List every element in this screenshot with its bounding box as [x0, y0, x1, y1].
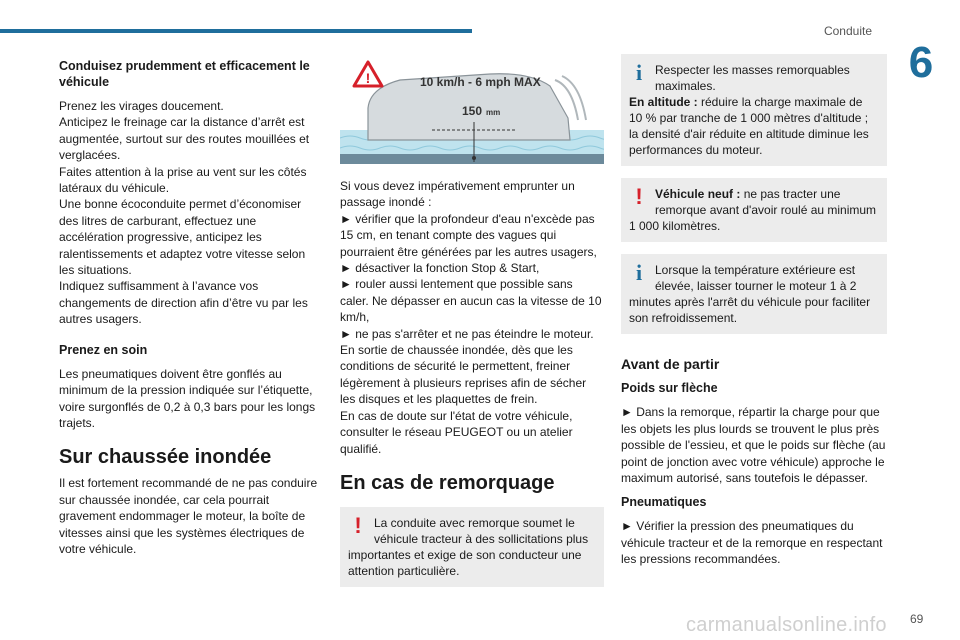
heading-tongue-weight: Poids sur flèche — [621, 381, 718, 396]
heading-drive: Conduisez prudemment et efficacement le véhicule — [59, 59, 310, 89]
instruction-line: En sortie de chaussée inondée, dès que les conditions de sécurité le permettent, freiner légèrement à plusieurs reprises afin de sécher les disques et les plaquettes de frein. — [340, 343, 587, 407]
drive-line: Une bonne écoconduite permet d’économiser des litres de carburant, effectuez une accélération progressive, anticipez les ralentissements et adaptez votre vitesse selon les situations. — [59, 197, 306, 278]
care-paragraph: Les pneumatiques doivent être gonflés au minimum de la pression indiquée sur l’étiquette, voire surgonflés de 0,2 à 0,3 bars pour les longs trajets. — [59, 366, 316, 430]
tyres-text: ► Vérifier la pression des pneumatiques du véhicule tracteur et de la remorque en respectant les pressions recommandées. — [621, 519, 883, 567]
tongue-weight-text: ► Dans la remorque, répartir la charge pour que les objets les plus lourds se trouvent le plus près possible de l'essieu, et que le poids sur flèche (au point de jonction avec votre véhicule) approche le maximum autorisé, sans toutefois le dépasser. — [621, 405, 886, 486]
depth-value: 150 — [462, 104, 483, 118]
speed-limit-label: 10 km/h - 6 mph MAX — [420, 75, 541, 89]
altitude-label: En altitude : — [629, 95, 698, 109]
drive-line: Faites attention à la prise au vent sur les côtés latéraux du véhicule. — [59, 164, 307, 196]
column-3 — [621, 54, 887, 576]
flood-paragraph: Il est fortement recommandé de ne pas conduire sur chaussée inondée, car cela pourrait gravement endommager le moteur, la boîte de vitesses ainsi que les systèmes électriques de votre véhicule. — [59, 476, 318, 556]
depth-unit: mm — [486, 108, 501, 117]
temperature-text: Lorsque la température extérieure est élevée, laisser tourner le moteur 1 à 2 minutes après l'arrêt du véhicule pour faciliter son refroidissement. — [629, 263, 871, 325]
heading-flooded-road: Sur chaussée inondée — [59, 446, 272, 469]
instruction-line: ► vérifier que la profondeur d'eau n'excède pas 15 cm, en tenant compte des vagues qui pourraient être générées par les autres usagers, — [340, 211, 597, 259]
new-vehicle-text: ne pas tracter une remorque avant d'avoir roulé au minimum 1 000 kilomètres. — [629, 187, 877, 233]
instruction-line: ► ne pas s'arrêter et ne pas éteindre le moteur. — [340, 326, 594, 341]
altitude-text: réduire la charge maximale de 10 % par tranche de 1 000 mètres d'altitude ; la densité d'air réduite en altitude diminue les performances du moteur. — [629, 95, 869, 157]
info-icon: i — [635, 260, 643, 285]
instruction-line: Si vous devez impérativement emprunter un passage inondé : — [340, 179, 575, 210]
instruction-line: ► rouler aussi lentement que possible sans caler. Ne dépasser en aucun cas la vitesse de 10 km/h, — [340, 277, 602, 325]
drive-paragraph — [59, 98, 321, 328]
watermark: carmanualsonline.info — [686, 614, 887, 636]
drive-line: Indiquez suffisamment à l’avance vos changements de direction afin d’être vu par les autres usagers. — [59, 279, 308, 327]
towing-warning-text: La conduite avec remorque soumet le véhicule tracteur à des sollicitations plus importantes et exige de son conducteur une attention particulière. — [348, 515, 589, 578]
heading-before-departure: Avant de partir — [621, 356, 720, 372]
towing-warning-box — [340, 507, 604, 587]
instruction-line: ► désactiver la fonction Stop & Start, — [340, 261, 540, 276]
flood-instructions — [340, 178, 604, 457]
info-box-masses — [621, 54, 887, 166]
drive-line: Prenez les virages doucement. — [59, 99, 224, 113]
road-surface — [340, 154, 604, 164]
warning-box-new-vehicle — [621, 178, 887, 242]
info-box-temperature — [621, 254, 887, 334]
info-text: Respecter les masses remorquables maximales. — [655, 63, 850, 93]
section-title: Conduite — [823, 24, 872, 38]
heading-towing: En cas de remorquage — [340, 471, 555, 494]
drive-line: Anticipez le freinage car la distance d’arrêt est augmentée, surtout sur des routes mouillées et verglacées. — [59, 115, 310, 163]
instruction-line: En cas de doute sur l'état de votre véhicule, consulter le réseau PEUGEOT ou un atelier qualifié. — [340, 408, 573, 456]
page-number: 69 — [910, 612, 924, 626]
car-in-water-illustration — [340, 58, 604, 164]
header-bar — [0, 29, 472, 33]
flood-illustration — [340, 58, 604, 164]
heading-tyres: Pneumatiques — [621, 495, 707, 510]
info-icon: i — [635, 60, 643, 85]
column-1 — [59, 58, 321, 565]
warning-mark: ! — [365, 70, 371, 86]
warning-icon: ! — [354, 512, 362, 538]
column-2 — [340, 58, 604, 599]
altitude-line — [629, 94, 877, 158]
new-vehicle-label: Véhicule neuf : — [655, 187, 741, 201]
chapter-number: 6 — [908, 38, 934, 87]
heading-care: Prenez en soin — [59, 342, 148, 357]
depth-marker — [472, 156, 476, 160]
warning-icon: ! — [635, 184, 643, 209]
